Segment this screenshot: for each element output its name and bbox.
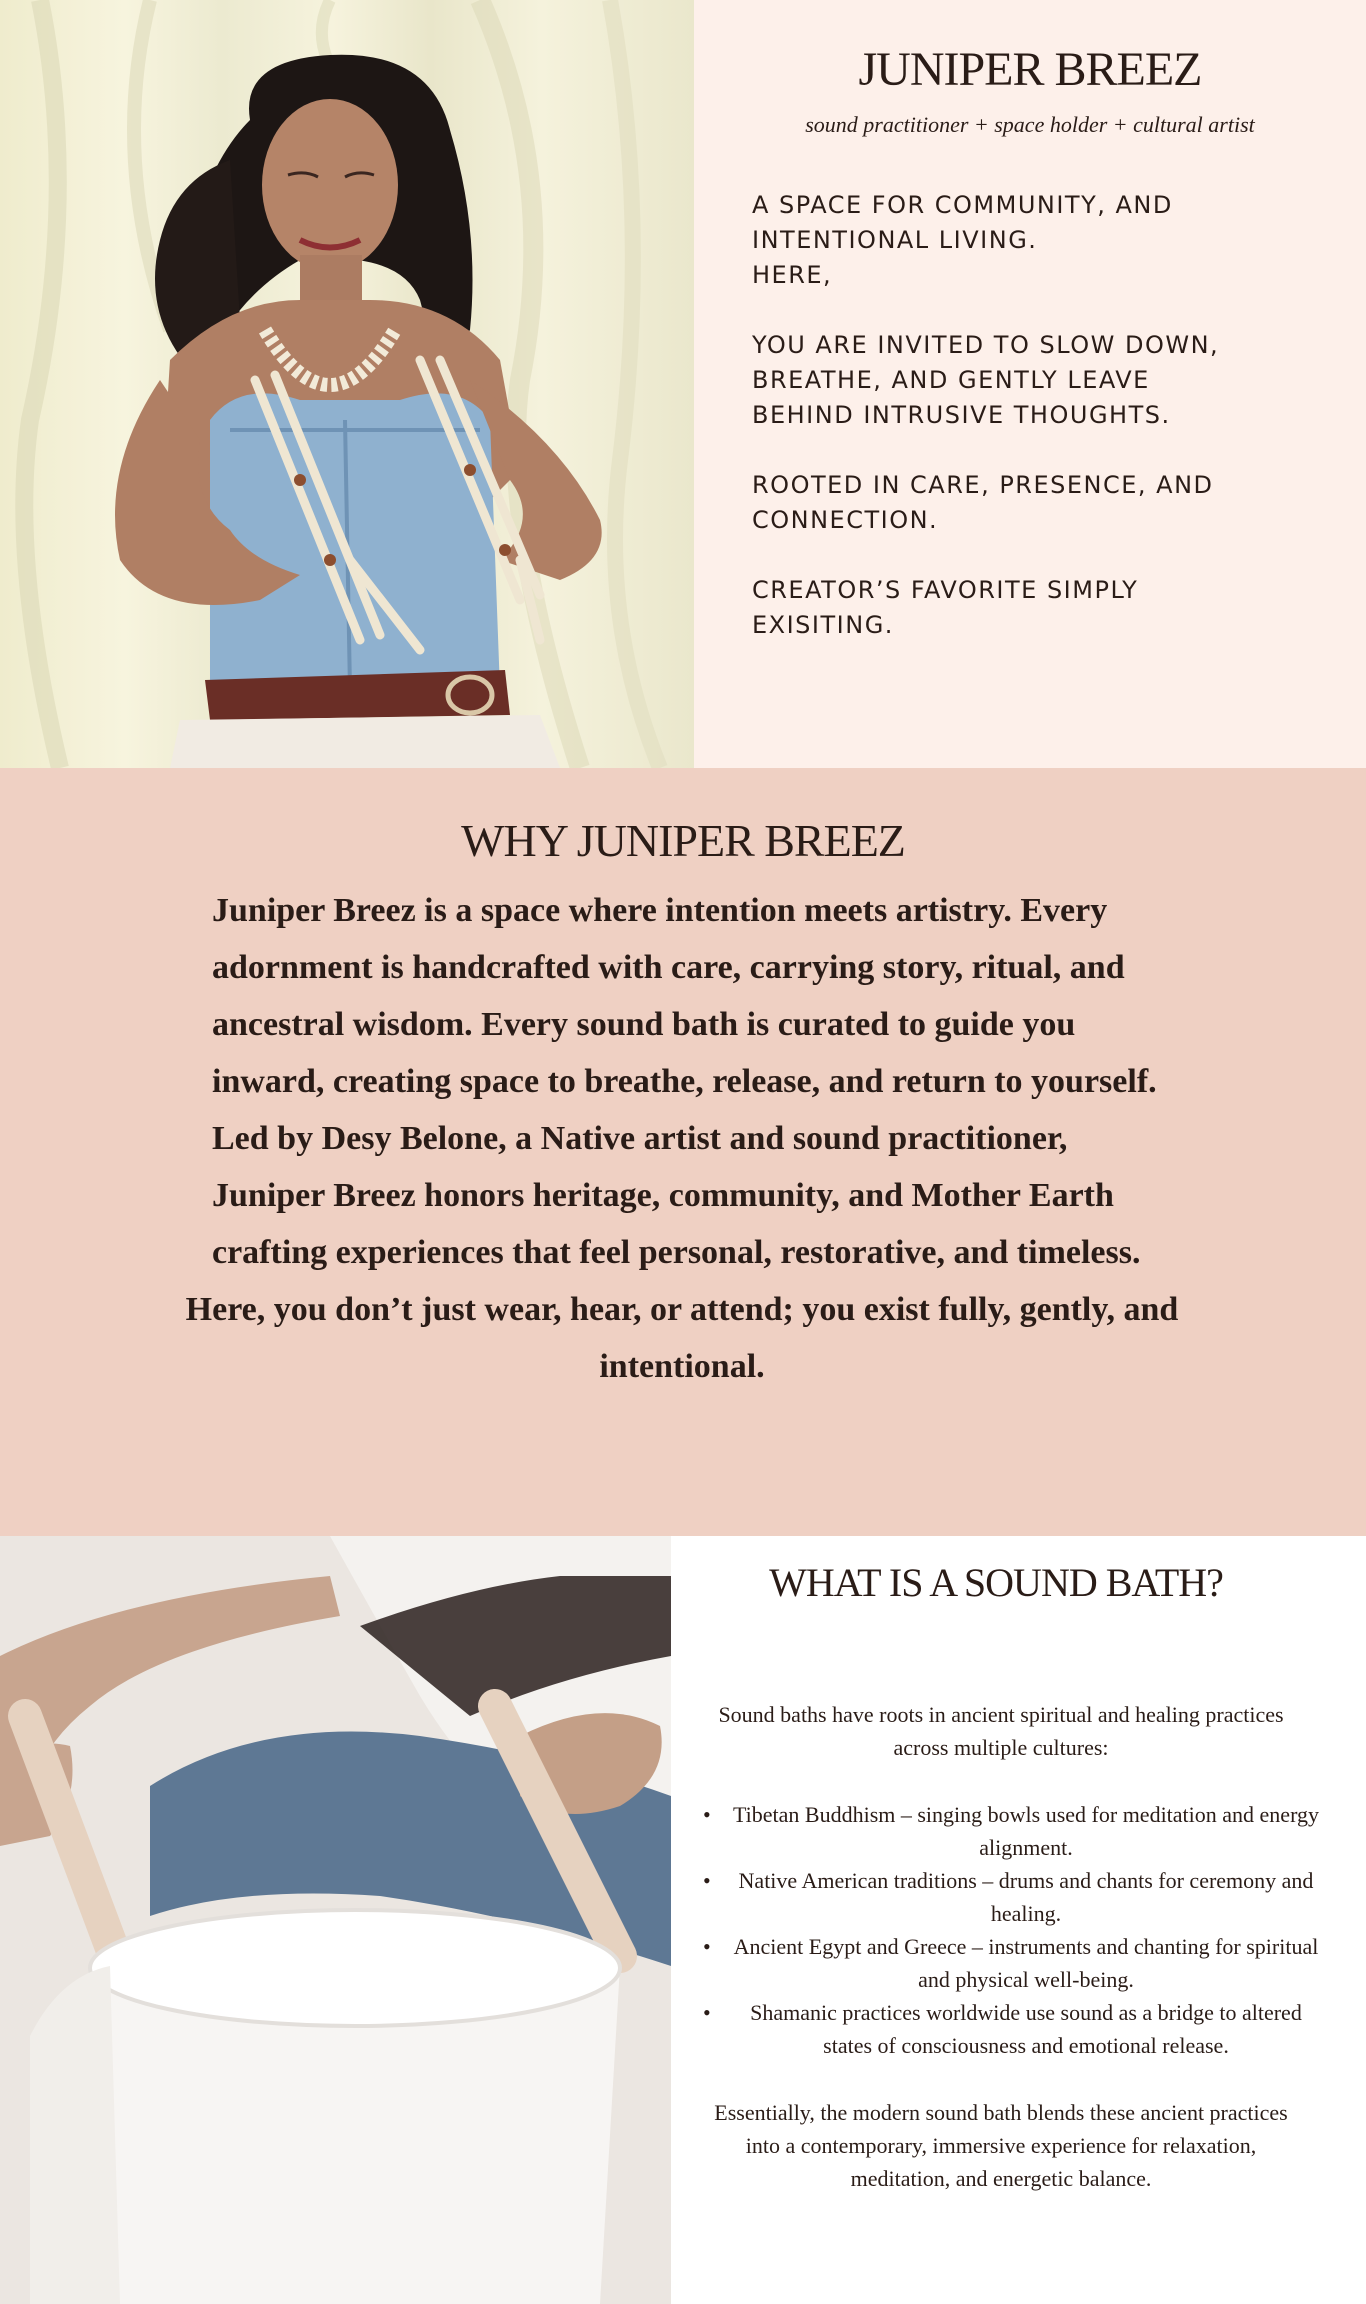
sound-bath-intro: Sound baths have roots in ancient spiritual and healing practices across multiple cultures: [718,1702,1284,1760]
why-title: WHY JUNIPER BREEZ [461,815,905,866]
sound-bath-section [0,1536,1366,2304]
hero-statement: ROOTED IN CARE, PRESENCE, AND CONNECTION. [752,471,1214,534]
bullet-icon: • [703,1934,711,1959]
list-item [701,1930,1321,1996]
hero-statements [752,188,1352,678]
bullet-icon: • [703,1868,711,1893]
list-item-text: Ancient Egypt and Greece – instruments and chanting for spiritual and physical well-being. [733,1934,1319,1992]
brand-title: JUNIPER BREEZ [858,43,1202,96]
why-closing-statement: Here, you don’t just wear, hear, or attend; you exist fully, gently, and intentional. [185,1291,1179,1385]
sound-bath-traditions-list [701,1798,1321,2062]
practitioner-photo [0,0,694,768]
list-item [701,1864,1321,1930]
hero-statement: CREATOR’S FAVORITE SIMPLY EXISITING. [752,576,1139,639]
sound-bath-summary: Essentially, the modern sound bath blends these ancient practices into a contemporary, immersive experience for relaxation, meditation, and energetic balance. [714,2100,1288,2191]
hero-section [0,0,1366,768]
hero-text-panel [694,0,1366,768]
brand-tagline: sound practitioner + space holder + cultural artist [805,112,1255,137]
list-item-text: Native American traditions – drums and chants for ceremony and healing. [738,1868,1314,1926]
list-item-text: Shamanic practices worldwide use sound as a bridge to altered states of consciousness and emotional release. [750,2000,1302,2058]
list-item [701,1996,1321,2062]
why-body [185,882,1179,1395]
bullet-icon: • [703,1802,711,1827]
list-item [701,1798,1321,1864]
hero-statement: YOU ARE INVITED TO SLOW DOWN, BREATHE, AND GENTLY LEAVE BEHIND INTRUSIVE THOUGHTS. [752,331,1220,429]
bullet-icon: • [703,2000,711,2025]
why-paragraph-intro: Juniper Breez is a space where intention meets artistry. Every adornment is handcrafted with care, carrying story, ritual, and ancestral wisdom. Every sound bath is curated to guide you inward, creating space to breathe, release, and return to yourself. [212,892,1157,1100]
list-item-text: Tibetan Buddhism – singing bowls used for meditation and energy alignment. [732,1802,1320,1860]
sound-bath-text-panel [671,1536,1366,2304]
why-paragraph-founder: Led by Desy Belone, a Native artist and sound practitioner, Juniper Breez honors heritage, community, and Mother Earth crafting experiences that feel personal, restorative, and timeless. [212,1120,1141,1271]
why-section [0,768,1366,1536]
sound-bath-title: WHAT IS A SOUND BATH? [769,1560,1223,1605]
singing-bowl-photo [0,1536,671,2304]
hero-statement: A SPACE FOR COMMUNITY, AND INTENTIONAL LIVING. HERE, [752,191,1173,289]
